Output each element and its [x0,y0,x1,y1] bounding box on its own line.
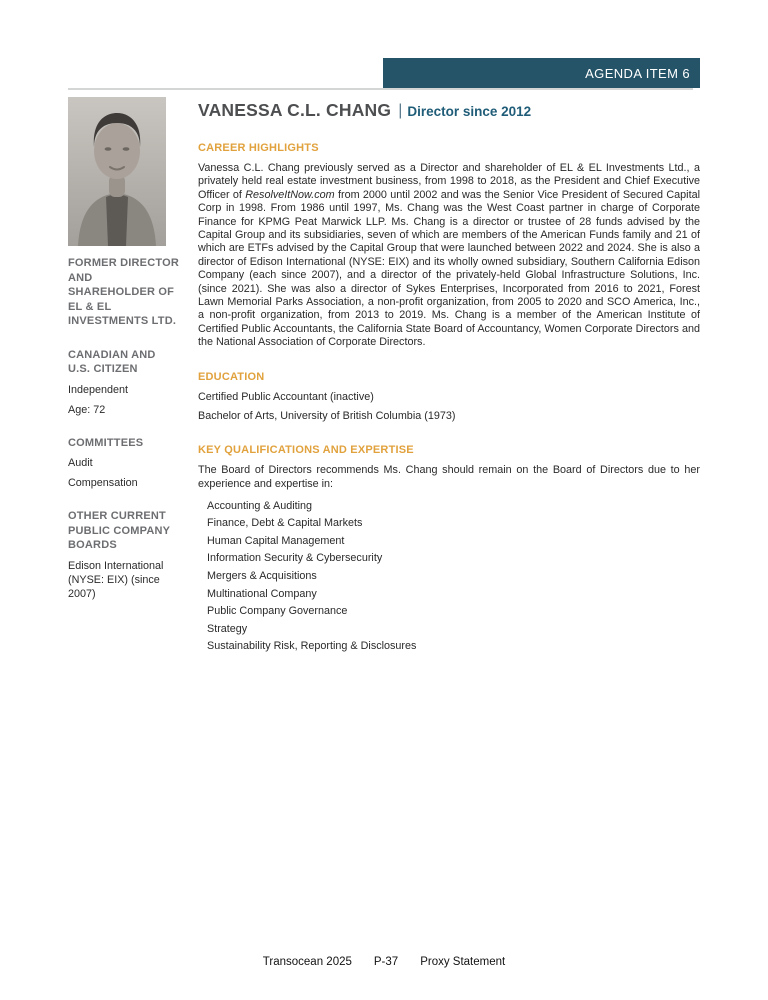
qualification-item: Information Security & Cybersecurity [207,552,383,565]
qualification-item: Human Capital Management [207,534,345,547]
director-title-row [198,100,700,121]
committee-item: Audit [68,457,93,469]
agenda-item-banner [383,58,700,88]
career-highlights-heading: CAREER HIGHLIGHTS [198,142,319,154]
qualification-item: Mergers & Acquisitions [207,569,317,582]
other-boards-heading: OTHER CURRENT PUBLIC COMPANY BOARDS [68,510,171,551]
former-role-label: FORMER DIRECTOR AND SHAREHOLDER OF EL & EL INVESTMENTS LTD. [68,257,179,327]
qualification-item: Multinational Company [207,587,317,600]
committees-heading: COMMITTEES [68,436,144,449]
qualification-item: Accounting & Auditing [207,499,313,512]
title-separator: | [398,102,403,119]
citizenship-label: CANADIAN AND U.S. CITIZEN [68,348,156,375]
portrait-illustration [68,97,166,246]
qualification-item: Finance, Debt & Capital Markets [207,517,363,530]
qualifications-intro: The Board of Directors recommends Ms. Chang should remain on the Board of Directors due to her experience and expertise in: [198,464,700,490]
career-text-part2: from 2000 until 2002 and was the Senior Vice President of Secured Capital Corp in 1998. From 1986 until 1997, Ms. Chang was the West Coast partner in charge of Corporate Finance for KPMG Peat Marwick LLP. Ms. Chang is a director or trustee of 28 funds advised by the Capital Group and its subsidiaries, seven of which are members of the American Funds family and 21 of which are ETFs advised by the Capital Group that were launched between 2022 and 2024. She is also a director of Edison International (NYSE: EIX) and its wholly owned subsidiary, Southern California Edison Company (each since 2007), and a director of the privately-held Global Infrastructure Solutions, Inc. (since 2021). She was also a director of Sykes Enterprises, Incorporated from 2016 to 2021, Forest Lawn Memorial Parks Association, a non-profit organization, from 2005 to 2020 and SCO America, Inc., a non-profit organization, from 2013 to 2019. Ms. Chang is a member of the American Institute of Certified Public Accountants, the California State Board of Accountancy, Women Corporate Directors and the National Association of Corporate Directors. [198,188,700,349]
director-photo [68,97,166,246]
director-tenure: Director since 2012 [407,104,532,119]
footer-company: Transocean 2025 [262,956,352,968]
director-sidebar [68,256,180,601]
age-value: Age: 72 [68,403,106,416]
career-highlights-paragraph [198,162,700,350]
qualification-item: Sustainability Risk, Reporting & Disclosures [207,640,417,653]
career-text-part1: Vanessa C.L. Chang previously served as a Director and shareholder of EL & EL Investments Ltd., a privately held real estate investment business, from 1998 to 2018, as the President and Chief Executive Officer of [198,162,700,201]
other-board-item: Edison International (NYSE: EIX) (since 2007) [68,559,164,600]
footer-page-number: P-37 [373,956,399,968]
agenda-item-label: AGENDA ITEM 6 [585,65,690,81]
footer-doc-title: Proxy Statement [420,956,506,968]
director-bio-main [198,100,700,656]
education-heading: EDUCATION [198,370,265,383]
page-footer [0,956,768,968]
career-text-italic: ResolveItNow.com [245,188,335,201]
education-item: Certified Public Accountant (inactive) [198,390,374,403]
key-qualifications-heading: KEY QUALIFICATIONS AND EXPERTISE [198,444,414,456]
independence-status: Independent [68,383,129,396]
director-name: VANESSA C.L. CHANG [198,100,392,120]
committee-item: Compensation [68,477,138,489]
education-item: Bachelor of Arts, University of British Columbia (1973) [198,409,456,422]
qualification-item: Strategy [207,622,248,635]
qualification-item: Public Company Governance [207,605,348,618]
header-divider [68,88,693,90]
